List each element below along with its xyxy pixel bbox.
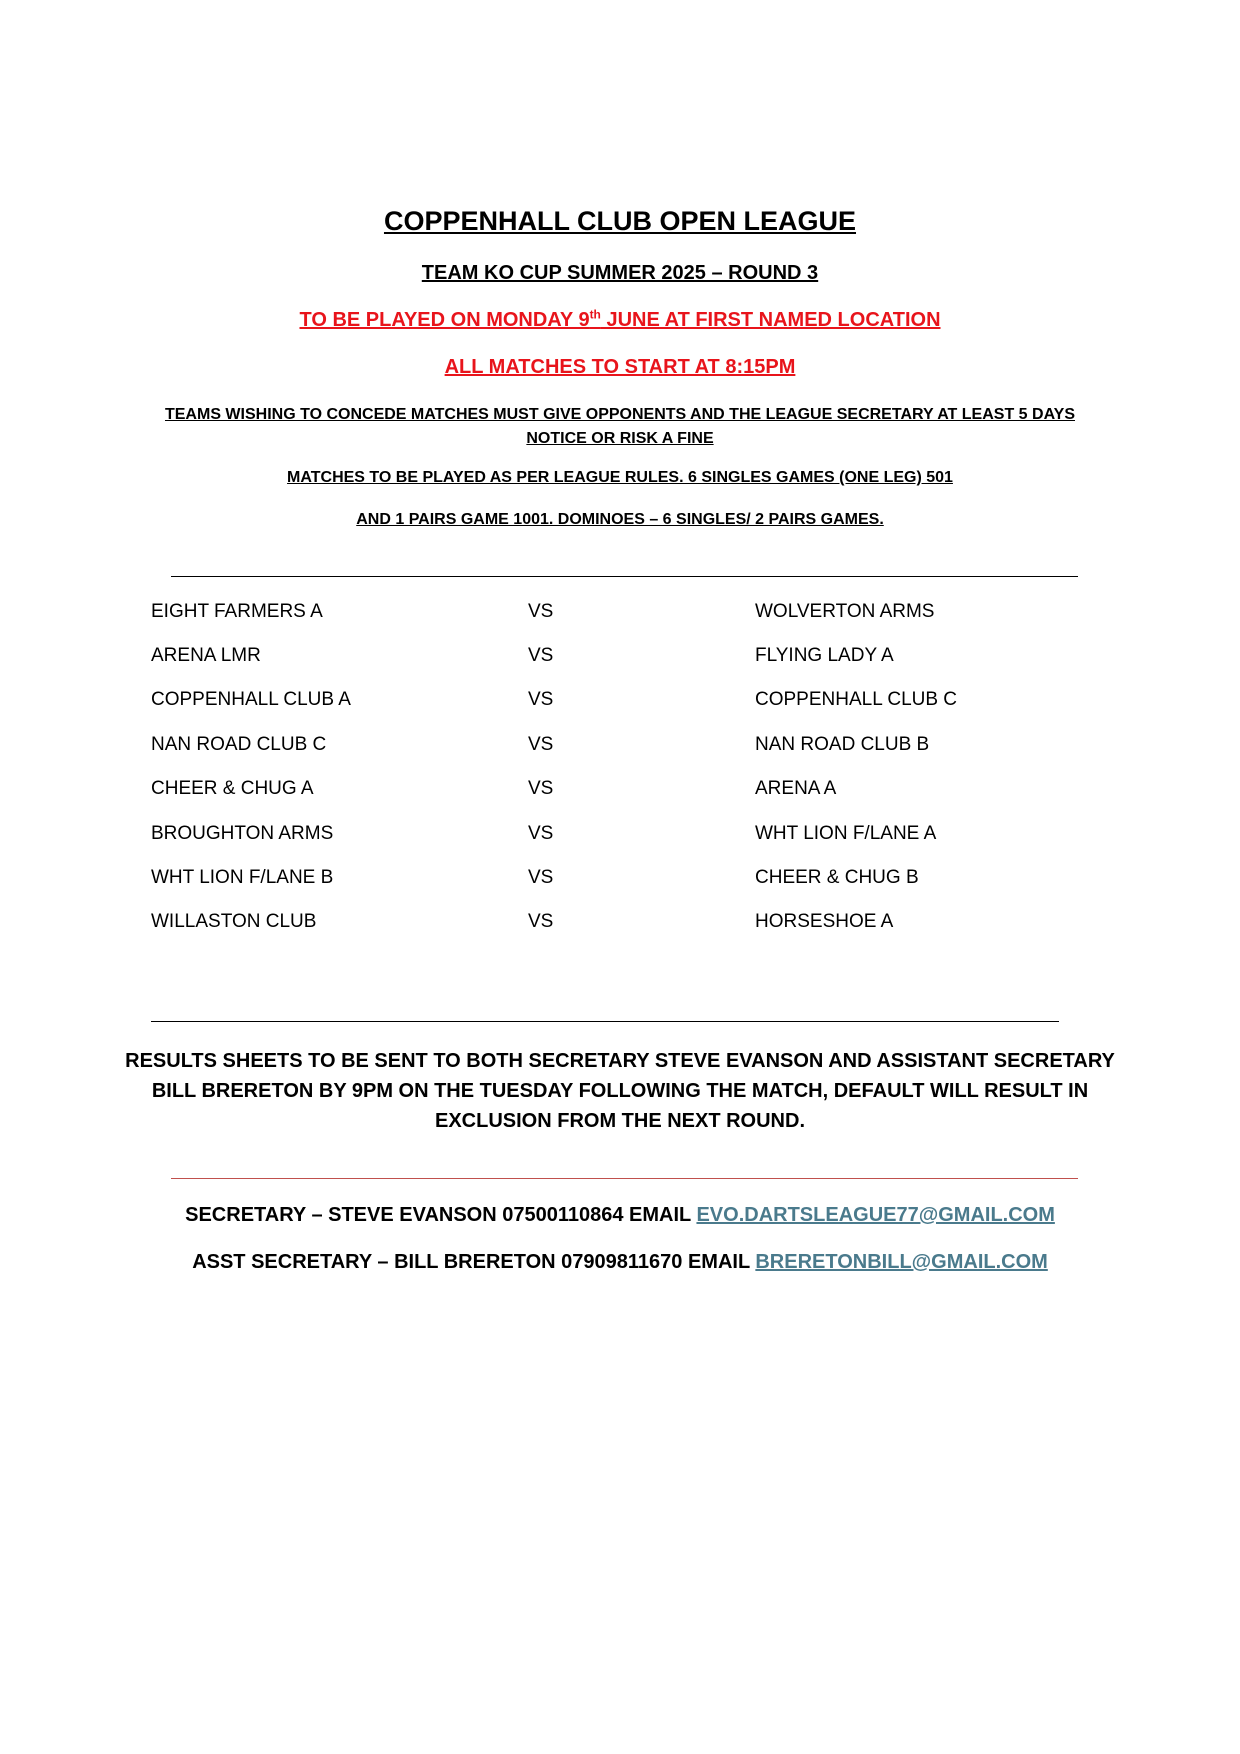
fixture-row [0,867,1240,897]
away-team: FLYING LADY A [755,645,894,666]
away-team: NAN ROAD CLUB B [755,734,930,755]
play-date-ordinal: th [589,307,601,322]
start-time-notice: ALL MATCHES TO START AT 8:15PM [444,356,796,378]
away-team: COPPENHALL CLUB C [755,689,958,710]
cup-round-subtitle: TEAM KO CUP SUMMER 2025 – ROUND 3 [421,262,819,284]
home-team: BROUGHTON ARMS [151,823,334,844]
versus-label: VS [528,689,554,710]
play-date-notice [0,309,1240,332]
fixture-row [0,778,1240,808]
home-team: COPPENHALL CLUB A [151,689,351,710]
versus-label: VS [528,601,554,622]
home-team: WILLASTON CLUB [151,911,317,932]
match-format-line-1: MATCHES TO BE PLAYED AS PER LEAGUE RULES. 6 SINGLES GAMES (ONE LEG) 501 [287,469,953,486]
fixture-row [0,911,1240,941]
fixture-row [0,689,1240,719]
fixture-row [0,601,1240,631]
match-format-line-2: AND 1 PAIRS GAME 1001. DOMINOES – 6 SINGLES/ 2 PAIRS GAMES. [356,511,884,528]
away-team: WHT LION F/LANE A [755,823,937,844]
secretary-contact [0,1204,1240,1227]
concede-rule: TEAMS WISHING TO CONCEDE MATCHES MUST GIVE OPPONENTS AND THE LEAGUE SECRETARY AT LEAST 5 DAYS NOTICE OR RISK A FINE [164,406,1075,447]
versus-label: VS [528,823,554,844]
away-team: WOLVERTON ARMS [755,601,935,622]
versus-label: VS [528,734,554,755]
results-sheet-notice: RESULTS SHEETS TO BE SENT TO BOTH SECRETARY STEVE EVANSON AND ASSISTANT SECRETARY BILL BRERETON BY 9PM ON THE TUESDAY FOLLOWING THE MATCH, DEFAULT WILL RESULT IN EXCLUSION FROM THE NEXT ROUND. [125,1050,1115,1132]
assistant-secretary-email-link[interactable]: BRERETONBILL@GMAIL.COM [755,1251,1048,1273]
secretary-email-link[interactable]: EVO.DARTSLEAGUE77@GMAIL.COM [696,1204,1055,1226]
home-team: EIGHT FARMERS A [151,601,323,622]
assistant-secretary-contact [0,1251,1240,1274]
away-team: CHEER & CHUG B [755,867,919,888]
home-team: ARENA LMR [151,645,261,666]
home-team: WHT LION F/LANE B [151,867,334,888]
versus-label: VS [528,911,554,932]
versus-label: VS [528,645,554,666]
fixture-row [0,734,1240,764]
home-team: NAN ROAD CLUB C [151,734,327,755]
fixture-row [0,823,1240,853]
away-team: HORSESHOE A [755,911,894,932]
divider-top [171,576,1078,577]
divider-middle [151,1021,1059,1022]
play-date-text-after: JUNE AT FIRST NAMED LOCATION [600,309,941,331]
versus-label: VS [528,867,554,888]
play-date-text-before: TO BE PLAYED ON MONDAY 9 [299,309,590,331]
page-title: COPPENHALL CLUB OPEN LEAGUE [383,206,857,236]
away-team: ARENA A [755,778,837,799]
fixture-row [0,645,1240,675]
secretary-details: SECRETARY – STEVE EVANSON 07500110864 EMAIL [185,1204,697,1226]
divider-bottom [171,1178,1078,1179]
versus-label: VS [528,778,554,799]
home-team: CHEER & CHUG A [151,778,314,799]
assistant-secretary-details: ASST SECRETARY – BILL BRERETON 07909811670 EMAIL [192,1251,756,1273]
